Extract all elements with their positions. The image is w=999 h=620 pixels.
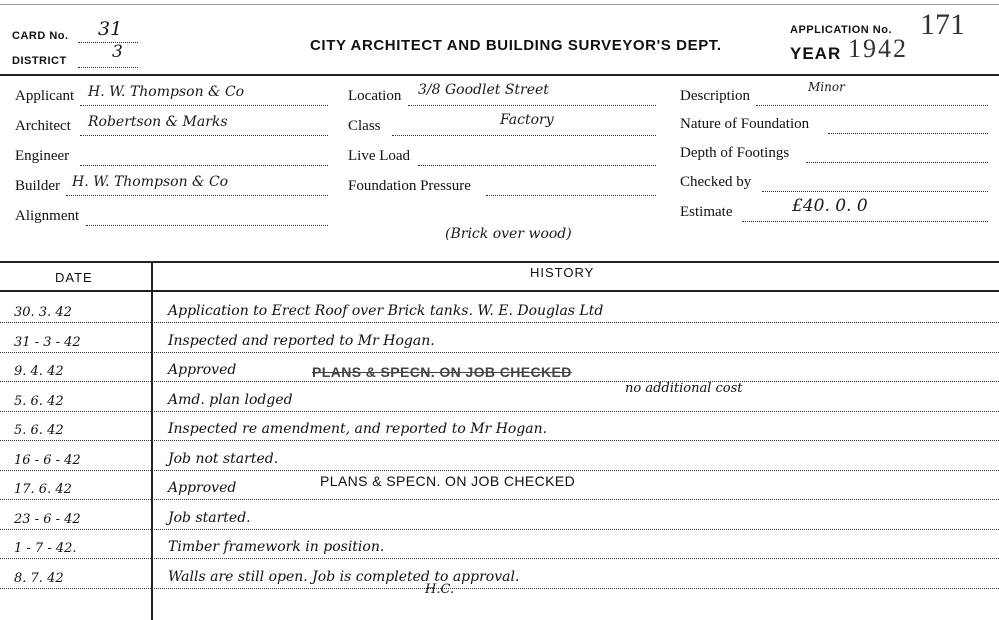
history-header-line <box>0 290 999 292</box>
description-label: Description <box>680 88 750 104</box>
history-row-entry: Timber framework in position. <box>168 539 385 555</box>
year-value: 1942 <box>848 34 908 63</box>
history-row-rule <box>0 322 999 323</box>
alignment-label: Alignment <box>15 208 80 224</box>
top-border <box>0 4 999 5</box>
applicant-value: H. W. Thompson & Co <box>88 84 245 100</box>
plans-checked-stamp: PLANS & SPECN. ON JOB CHECKED <box>312 364 572 380</box>
class-line <box>392 135 656 136</box>
checked-by-label: Checked by <box>680 174 752 190</box>
district-line <box>78 67 138 68</box>
history-row-rule <box>0 529 999 530</box>
history-row-entry: Approved <box>168 480 237 496</box>
description-line <box>756 105 988 106</box>
history-row-entry: Application to Erect Roof over Brick tanks. W. E. Douglas Ltd <box>168 303 604 319</box>
history-row-entry: Walls are still open. Job is completed to approval. <box>168 568 520 585</box>
history-row-date: 31 - 3 - 42 <box>14 334 81 350</box>
history-row-entry: Amd. plan lodged <box>168 391 293 408</box>
history-row-rule <box>0 381 999 382</box>
history-row-rule <box>0 411 999 412</box>
date-column-divider <box>151 262 153 620</box>
estimate-value: £40. 0. 0 <box>792 196 868 216</box>
history-row-entry: Inspected re amendment, and reported to Mr Hogan. <box>168 421 548 437</box>
history-row-entry: Inspected and reported to Mr Hogan. <box>168 332 435 349</box>
header-divider <box>0 74 999 76</box>
class-value: Factory <box>500 112 554 128</box>
history-top-line <box>0 261 999 263</box>
history-row-date: 1 - 7 - 42. <box>14 541 77 556</box>
history-row-rule <box>0 470 999 471</box>
alignment-line <box>86 225 328 226</box>
year-label: YEAR <box>790 44 842 63</box>
row-initials: H.C. <box>425 582 455 597</box>
history-row-entry: Approved <box>168 362 237 378</box>
application-no-label: APPLICATION No. <box>790 24 893 36</box>
live-load-label: Live Load <box>348 148 411 164</box>
department-title: CITY ARCHITECT AND BUILDING SURVEYOR'S DEPT. <box>310 37 722 54</box>
history-row-date: 8. 7. 42 <box>14 570 64 586</box>
applicant-line <box>80 105 328 106</box>
architect-label: Architect <box>15 118 71 134</box>
nature-of-foundation-line <box>828 133 988 134</box>
history-row-date: 9. 4. 42 <box>14 364 64 379</box>
history-row-date: 17. 6. 42 <box>14 482 72 497</box>
history-row-rule <box>0 440 999 441</box>
history-row-rule <box>0 588 999 589</box>
application-no-value: 171 <box>920 8 965 41</box>
builder-label: Builder <box>15 178 60 194</box>
foundation-pressure-label: Foundation Pressure <box>348 178 471 194</box>
checked-by-line <box>762 191 988 192</box>
architect-line <box>80 135 328 136</box>
history-row-date: 23 - 6 - 42 <box>14 511 81 527</box>
estimate-label: Estimate <box>680 204 733 220</box>
location-value: 3/8 Goodlet Street <box>418 82 549 98</box>
builder-line <box>66 195 328 196</box>
plans-checked-stamp: PLANS & SPECN. ON JOB CHECKED <box>320 473 576 489</box>
history-row-entry: Job not started. <box>168 450 279 467</box>
architect-value: Robertson & Marks <box>88 114 228 130</box>
history-row-rule <box>0 558 999 559</box>
history-row-rule <box>0 352 999 353</box>
date-column-header: DATE <box>55 270 93 285</box>
depth-of-footings-label: Depth of Footings <box>680 145 790 161</box>
engineer-line <box>80 165 328 166</box>
district-value: 3 <box>112 42 123 62</box>
card-no-label: CARD No. <box>12 30 69 42</box>
class-label: Class <box>348 118 381 134</box>
history-row-date: 30. 3. 42 <box>14 305 72 320</box>
location-line <box>408 105 656 106</box>
live-load-line <box>418 165 656 166</box>
nature-of-foundation-label: Nature of Foundation <box>680 116 810 132</box>
history-row-entry: Job started. <box>168 509 251 526</box>
construction-note: (Brick over wood) <box>445 226 572 242</box>
engineer-label: Engineer <box>15 148 70 164</box>
history-column-header: HISTORY <box>530 265 595 280</box>
history-row-rule <box>0 499 999 500</box>
history-row-date: 5. 6. 42 <box>14 423 64 438</box>
description-value: Minor <box>808 80 845 94</box>
location-label: Location <box>348 88 402 104</box>
estimate-line <box>742 221 988 222</box>
card-no-line <box>78 42 138 43</box>
history-row-note: no additional cost <box>625 380 743 396</box>
district-label: DISTRICT <box>12 55 67 67</box>
history-row-date: 16 - 6 - 42 <box>14 452 81 468</box>
builder-value: H. W. Thompson & Co <box>72 174 229 190</box>
foundation-pressure-line <box>486 195 656 196</box>
history-row-date: 5. 6. 42 <box>14 393 64 409</box>
depth-of-footings-line <box>806 162 988 163</box>
applicant-label: Applicant <box>15 88 75 104</box>
card-no-value: 31 <box>98 18 123 40</box>
